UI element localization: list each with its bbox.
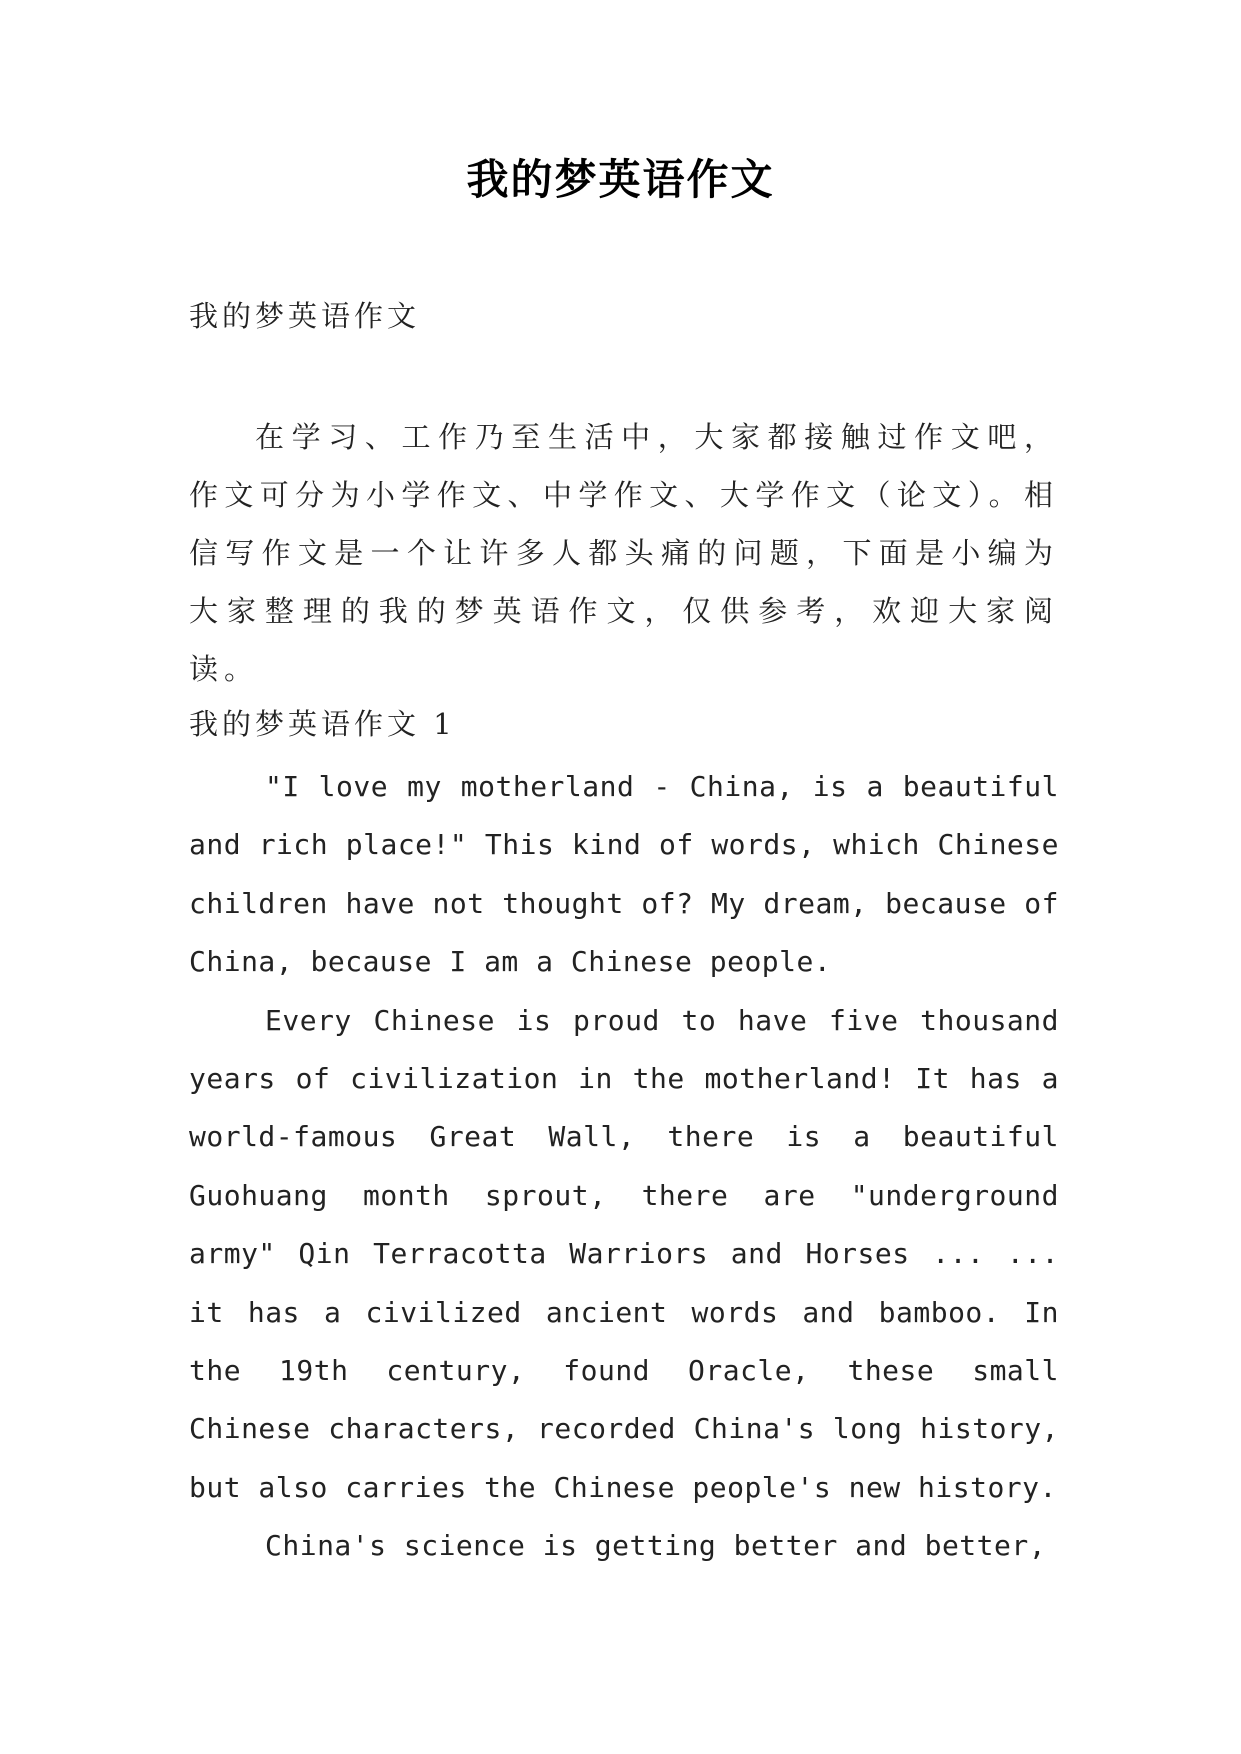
section-heading: 我的梦英语作文 1: [189, 707, 456, 741]
essay-paragraph: "I love my motherland - China, is a beautiful and rich place!" This kind of words, which Chinese children have not thought of? My dream, because of China, because I am a Chinese people.: [189, 770, 1059, 979]
intro-paragraph: 在学习、工作乃至生活中，大家都接触过作文吧，作文可分为小学作文、中学作文、大学作文（论文）。相信写作文是一个让许多人都头痛的问题，下面是小编为大家整理的我的梦英语作文，仅供参考，欢迎大家阅读。: [189, 420, 1059, 686]
essay-body: [189, 758, 1059, 1576]
document-subtitle: 我的梦英语作文: [189, 299, 421, 333]
document-title: 我的梦英语作文: [466, 155, 775, 204]
essay-paragraph: Every Chinese is proud to have five thousand years of civilization in the motherland! It has a world-famous Great Wall, there is a beautiful Guohuang month sprout, there are "underground army" Qin Terracotta Warriors and Horses ... ... it has a civilized ancient words and bamboo. In the 19th century, found Oracle, these small Chinese characters, recorded China's long history, but also carries the Chinese people's new history.: [189, 1003, 1059, 1504]
essay-paragraph: China's science is getting better and better,: [265, 1529, 1047, 1563]
